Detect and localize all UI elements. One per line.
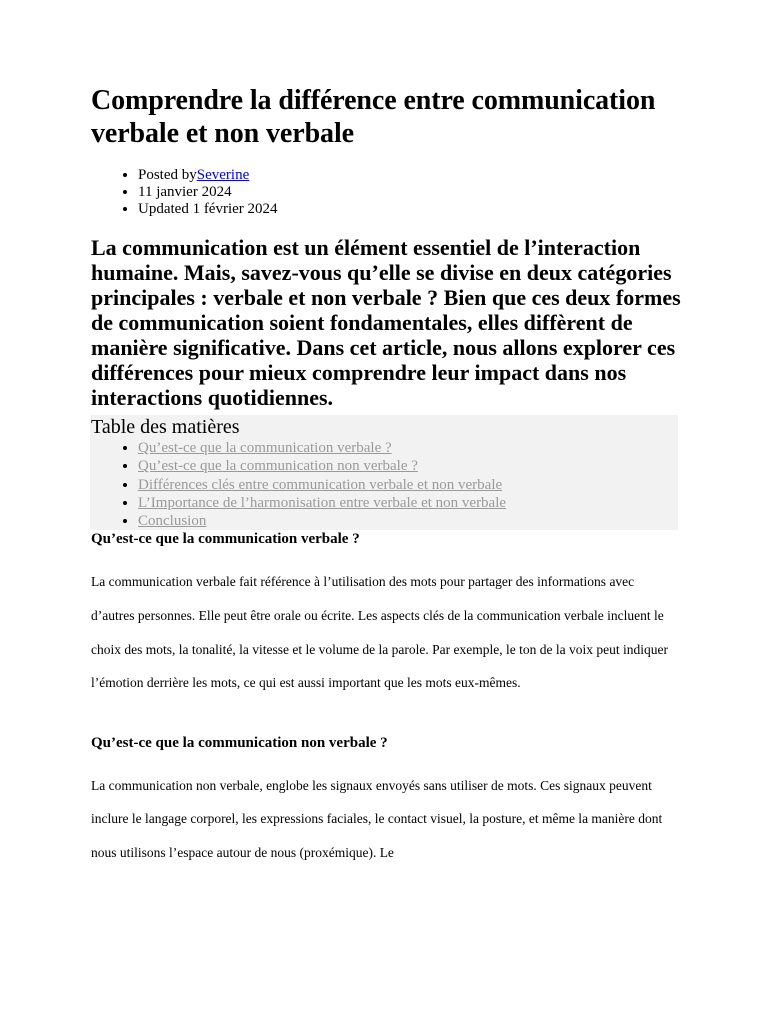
section-body: La communication verbale fait référence à l’utilisation des mots pour partager des informations avec d’autres personnes. Elle peut être orale ou écrite. Les aspects clés de la communication verbale incluent le choix des mots, la tonalité, la vitesse et le volume de la parole. Par exemple, le ton de la voix peut indiquer l’émotion derrière les mots, ce qui est aussi important que les mots eux-mêmes. (91, 574, 668, 691)
toc-item (138, 512, 678, 530)
article-lead: La communication est un élément essentiel de l’interaction humaine. Mais, savez-vous qu’elle se divise en deux catégories principales : verbale et non verbale ? Bien que ces deux formes de communication soient fondamentales, elles diffèrent de manière significative. Dans cet article, nous allons explorer ces différences pour mieux comprendre leur impact dans nos interactions quotidiennes. (91, 235, 681, 410)
section-heading: Qu’est-ce que la communication verbale ? (91, 531, 360, 548)
toc-link-differences-cles[interactable]: Différences clés entre communication verbale et non verbale (138, 476, 503, 493)
posted-by-label: Posted by (138, 167, 197, 183)
meta-author-item (138, 167, 681, 184)
toc-link-importance-harmonisation[interactable]: L’Importance de l’harmonisation entre verbale et non verbale (138, 494, 507, 511)
author-link[interactable]: Severine (196, 167, 250, 183)
toc-item (138, 494, 678, 512)
toc-item (138, 457, 678, 475)
table-of-contents (90, 415, 678, 530)
toc-item (138, 439, 678, 457)
section-communication-non-verbale (91, 734, 681, 870)
article-title: Comprendre la différence entre communication verbale et non verbale (91, 85, 656, 149)
section-body: La communication non verbale, englobe les signaux envoyés sans utiliser de mots. Ces signaux peuvent inclure le langage corporel, les expressions faciales, le contact visuel, la posture, et même la manière dont nous utilisons l’espace autour de nous (proxémique). Le (91, 777, 663, 861)
toc-link-conclusion[interactable]: Conclusion (138, 513, 207, 530)
toc-link-communication-verbale[interactable]: Qu’est-ce que la communication verbale ? (138, 440, 392, 456)
meta-date-item: • 11 janvier 2024 (138, 184, 681, 201)
meta-updated-item: • Updated 1 février 2024 (138, 201, 681, 218)
toc-title: Table des matières (91, 416, 240, 438)
toc-item (138, 476, 678, 494)
toc-link-communication-non-verbale[interactable]: Qu’est-ce que la communication non verbale ? (138, 458, 418, 475)
article (91, 84, 681, 870)
toc-list (91, 439, 678, 530)
section-heading: Qu’est-ce que la communication non verbale ? (91, 734, 388, 751)
article-meta (91, 167, 681, 218)
section-communication-verbale (91, 530, 681, 699)
